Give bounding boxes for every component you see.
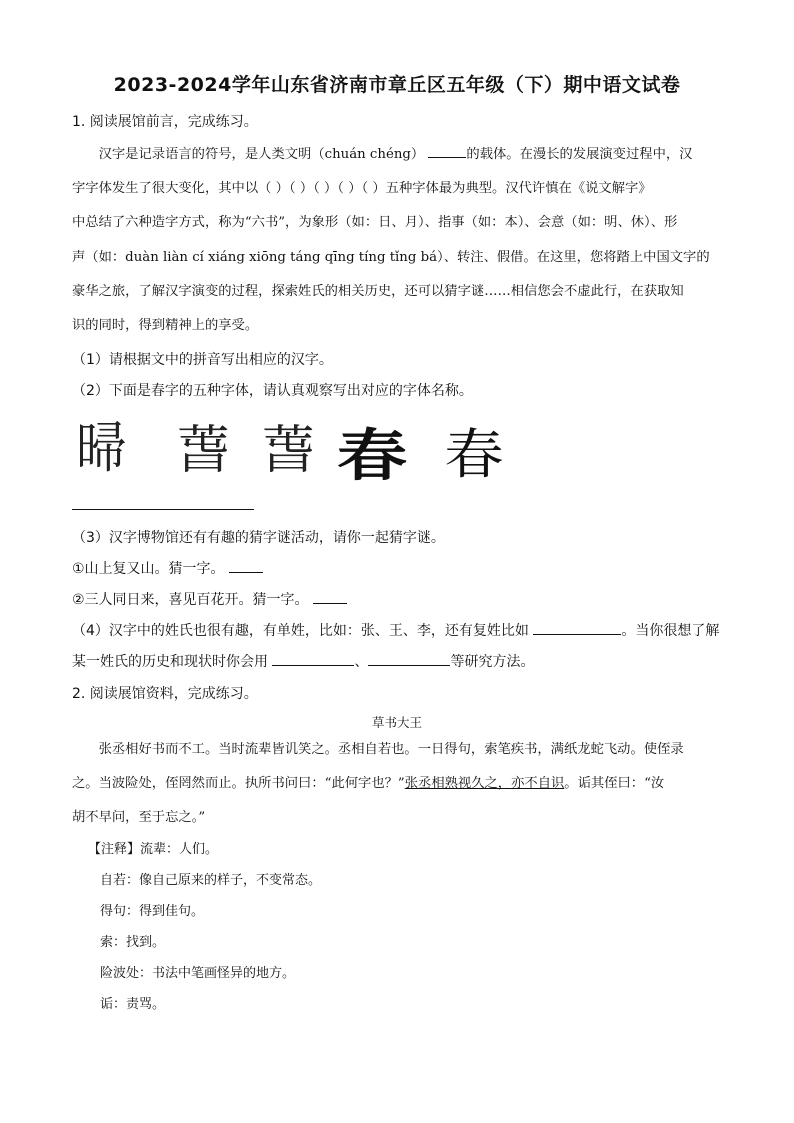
q1-sub2: （2）下面是春字的五种字体，请认真观察写出对应的字体名称。 xyxy=(72,383,473,399)
q1-passage-line-2: 字字体发生了很大变化，其中以（ ）（ ）（ ）（ ）（ ）五种字体最为典型。汉代许慎在《说文解字》 xyxy=(72,181,652,197)
riddle-1-blank[interactable] xyxy=(229,558,263,573)
passage-title: 草书大王 xyxy=(371,715,422,730)
q1-passage-line-3: 中总结了六种造字方式，称为“六书”，为象形（如：日、月）、指事（如：本）、会意（如：明、休）、形 xyxy=(72,215,678,231)
q1-passage-line-4: 声（如：duàn liàn cí xiáng xiōng táng qīng tíng tǐng bá）、转注、假借。在这里，您将踏上中国文字的 xyxy=(72,249,710,265)
blank-chuancheng[interactable] xyxy=(428,143,466,158)
q1-sub4-line-1: （4）汉字中的姓氏也很有趣，有单姓，比如：张、王、李，还有复姓比如 。当你很想了解 xyxy=(72,620,719,640)
chun-glyph-row xyxy=(72,408,512,489)
glyph-seal-script: 㫶 xyxy=(76,416,126,481)
q2-heading: 2. 阅读展馆资料，完成练习。 xyxy=(72,686,258,702)
q1-sub3: （3）汉字博物馆还有有趣的猜字谜活动，请你一起猜字谜。 xyxy=(72,530,445,546)
q1-sub4-line-2: 某一姓氏的历史和现状时你会用 、 等研究方法。 xyxy=(72,651,534,671)
glyph-oracle-variant: 萅 xyxy=(177,421,230,481)
q1-passage-line-6: 识的同时，得到精神上的享受。 xyxy=(72,317,259,333)
q1-sub1: （1）请根据文中的拼音写出相应的汉字。 xyxy=(72,352,333,368)
q2-passage-line-1: 张丞相好书而不工。当时流辈皆讥笑之。丞相自若也。一日得句，索笔疾书，满纸龙蛇飞动。使侄录 xyxy=(98,742,684,757)
method-blank-2[interactable] xyxy=(368,651,450,666)
compound-surname-blank[interactable] xyxy=(533,620,621,635)
q1-passage-line-1: 汉字是记录语言的符号，是人类文明（chuán chéng） 的载体。在漫长的发展演变过程中，汉 xyxy=(72,138,722,172)
q1-passage xyxy=(72,138,722,343)
exam-title: 2023-2024学年山东省济南市章丘区五年级（下）期中语文试卷 xyxy=(113,74,681,96)
riddle-1: ①山上复又山。猜一字。 xyxy=(72,558,263,578)
glyph-bronze-variant: 萅 xyxy=(262,421,315,481)
riddle-2-blank[interactable] xyxy=(313,589,347,604)
note-4: 索：找到。 xyxy=(100,935,166,950)
q2-passage-line-3: 胡不早问，至于忘之。” xyxy=(72,810,206,826)
glyph-clerical-script: 春 xyxy=(337,423,407,489)
note-1: 【注释】流辈：人们。 xyxy=(88,842,219,857)
q1-passage-line-5: 豪华之旅，了解汉字演变的过程，探索姓氏的相关历史，还可以猜字谜……相信您会不虚此行，在获取知 xyxy=(72,283,684,299)
underlined-sentence: 张丞相熟视久之，亦不自识 xyxy=(404,776,565,792)
note-3: 得句：得到佳句。 xyxy=(100,904,205,919)
q2-passage-line-2: 之。当波险处，侄罔然而止。执所书问曰：“此何字也？”张丞相熟视久之，亦不自识。诟其侄曰：“汝 xyxy=(72,776,665,792)
riddle-2: ②三人同日来，喜见百花开。猜一字。 xyxy=(72,589,347,609)
note-5: 险波处：书法中笔画怪异的地方。 xyxy=(100,966,296,981)
glyph-answer-line[interactable] xyxy=(72,509,254,510)
glyph-regular-script: 春 xyxy=(444,423,504,486)
q1-heading: 1. 阅读展馆前言，完成练习。 xyxy=(72,114,258,130)
note-2: 自若：像自己原来的样子，不变常态。 xyxy=(100,873,322,888)
q2-passage xyxy=(72,733,722,836)
method-blank-1[interactable] xyxy=(272,651,354,666)
note-6: 诟：责骂。 xyxy=(100,997,166,1012)
